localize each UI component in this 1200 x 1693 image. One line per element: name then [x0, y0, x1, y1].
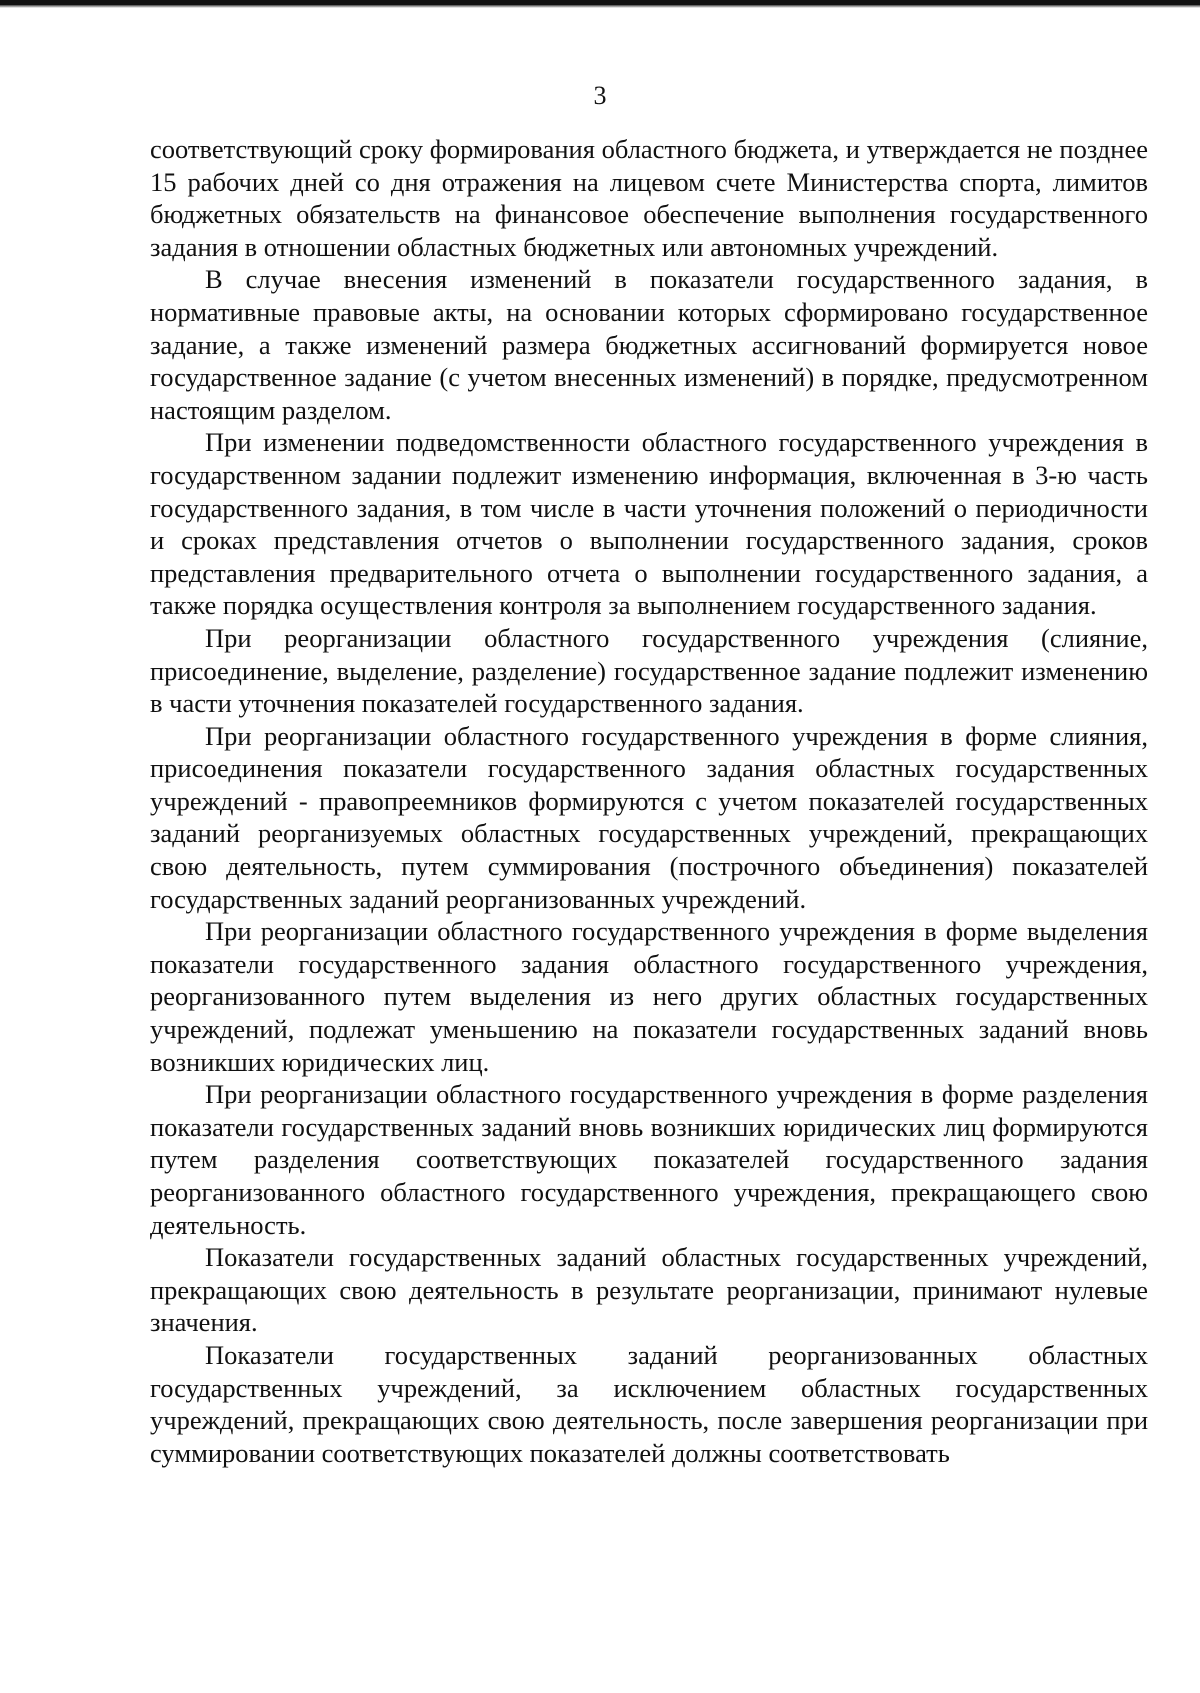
paragraph: При реорганизации областного государственного учреждения (слияние, присоединение, выделение, разделение) государственное задание подлежит изменению в части уточнения показателей государственного задания.: [150, 622, 1148, 719]
paragraph: В случае внесения изменений в показатели государственного задания, в нормативные правовые акты, на основании которых сформировано государственное задание, а также изменений размера бюджетных ассигнований формируется новое государственное задание (с учетом внесенных изменений) в порядке, предусмотренном настоящим разделом.: [150, 264, 1148, 425]
document-body: [150, 133, 1148, 1469]
scan-top-edge-shadow: [0, 5, 1200, 8]
paragraph: При изменении подведомственности областного государственного учреждения в государственном задании подлежит изменению информация, включенная в 3-ю часть государственного задания, в том числе в части уточнения положений о периодичности и сроках представления отчетов о выполнении государственного задания, сроков представления предварительного отчета о выполнении государственного задания, а также порядка осуществления контроля за выполнением государственного задания.: [150, 427, 1148, 621]
page-number: 3: [593, 81, 607, 110]
paragraph: Показатели государственных заданий реорганизованных областных государственных учреждений, за исключением областных государственных учреждений, прекращающих свою деятельность, после завершения реорганизации при суммировании соответствующих показателей должны соответствовать: [150, 1339, 1148, 1468]
paragraph: При реорганизации областного государственного учреждения в форме слияния, присоединения показатели государственного задания областных государственных учреждений - правопреемников формируются с учетом показателей государственных заданий реорганизуемых областных государственных учреждений, прекращающих свою деятельность, путем суммирования (построчного объединения) показателей государственных заданий реорганизованных учреждений.: [150, 720, 1148, 914]
paragraph: При реорганизации областного государственного учреждения в форме разделения показатели государственных заданий вновь возникших юридических лиц формируются путем разделения соответствующих показателей государственного задания реорганизованного областного государственного учреждения, прекращающего свою деятельность.: [150, 1079, 1148, 1240]
paragraph: При реорганизации областного государственного учреждения в форме выделения показатели государственного задания областного государственного учреждения, реорганизованного путем выделения из него других областных государственных учреждений, подлежат уменьшению на показатели государственных заданий вновь возникших юридических лиц.: [150, 916, 1148, 1077]
paragraph-continued: соответствующий сроку формирования областного бюджета, и утверждается не позднее 15 рабочих дней со дня отражения на лицевом счете Министерства спорта, лимитов бюджетных обязательств на финансовое обеспечение выполнения государственного задания в отношении областных бюджетных или автономных учреждений.: [150, 134, 1148, 262]
paragraph: Показатели государственных заданий областных государственных учреждений, прекращающих свою деятельность в результате реорганизации, принимают нулевые значения.: [150, 1242, 1148, 1338]
